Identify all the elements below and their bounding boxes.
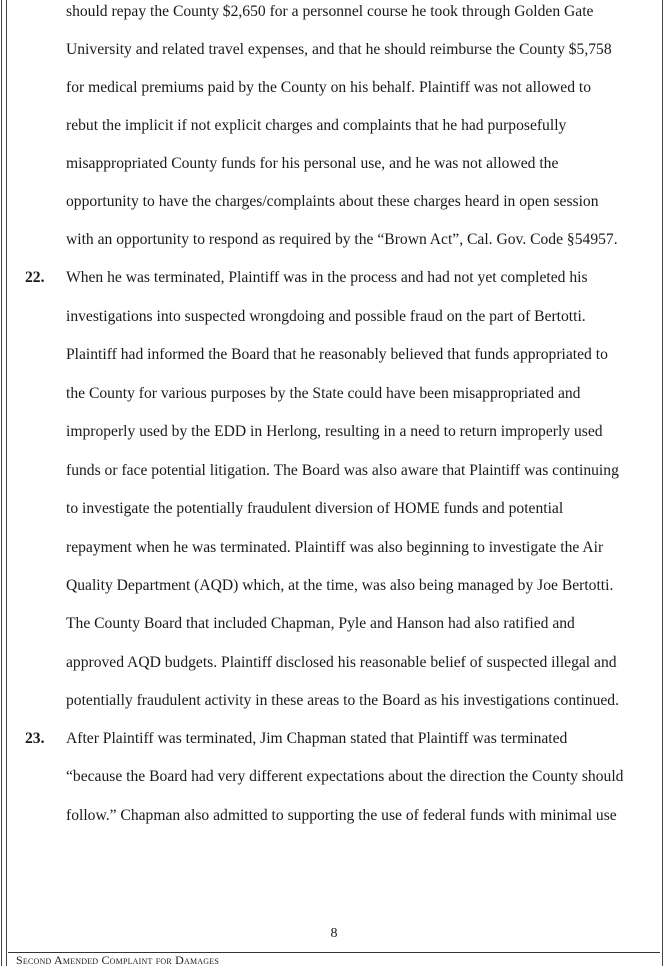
left-margin-rule-outer: [1, 0, 2, 966]
left-margin-rule-inner: [6, 0, 7, 966]
paragraph-number: 23.: [25, 730, 45, 747]
footer-title: Second Amended Complaint for Damages: [16, 953, 219, 967]
right-margin-rule: [662, 0, 663, 966]
paragraph-number: 22.: [25, 269, 45, 286]
page-number: 8: [330, 926, 338, 941]
